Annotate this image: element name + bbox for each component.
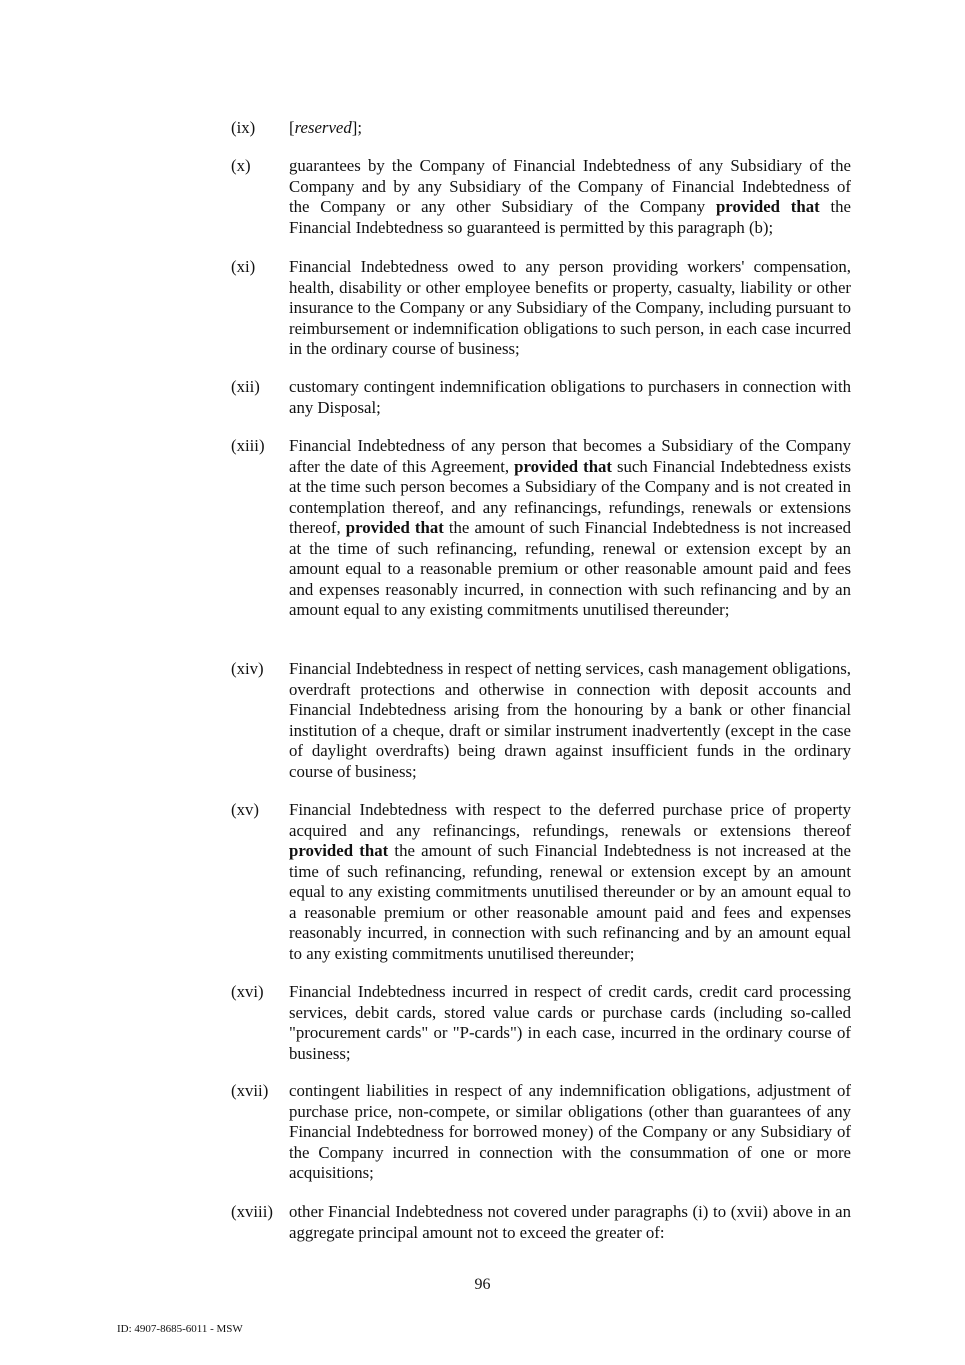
clause-text: Financial Indebtedness of any person that becomes a Subsidiary of the Company after the date of this Agreement, provided that such Financial Indebtedness exists at the time such person becomes a Subsidiary of the Company and is not created in contemplation thereof, and any refinancings, refundings, renewals or extensions thereof, provided that the amount of such Financial Indebtedness is not increased at the time of such refinancing, refunding, renewal or extension except by an amount equal to a reasonable premium or other reasonable amount paid and fees and expenses reasonably incurred, in connection with such refinancing and by an amount equal to any existing commitments unutilised thereunder; (289, 436, 852, 619)
clause-number: (xvi) (231, 982, 264, 1001)
clause-xiv (231, 659, 851, 782)
clause-xv (231, 800, 851, 964)
clause-number: (xviii) (231, 1202, 273, 1221)
clause-number: (xiii) (231, 436, 265, 455)
clause-text: [reserved]; (289, 118, 363, 137)
clause-xi (231, 257, 851, 360)
clause-text: Financial Indebtedness owed to any person providing workers' compensation, health, disability or other employee benefits or property, casualty, liability or other insurance to the Company or any Subsidiary of the Company, including pursuant to reimbursement or indemnification obligations to such person, in each case incurred in the ordinary course of business; (289, 257, 851, 358)
clause-xiii (231, 436, 851, 621)
clause-xvi (231, 982, 851, 1064)
clause-xviii (231, 1202, 851, 1243)
clause-number: (xv) (231, 800, 259, 819)
clause-number: (xvii) (231, 1081, 269, 1100)
clause-number: (ix) (231, 118, 256, 137)
clause-text: Financial Indebtedness with respect to the deferred purchase price of property acquired and any refinancings, refundings, renewals or extensions thereof provided that the amount of such Financial Indebtedness is not increased at the time of such refinancing, refunding, renewal or extension except by an amount equal to any existing commitments unutilised thereunder or by an amount equal to a reasonable premium or other reasonable amount paid and fees and expenses reasonably incurred, in connection with such refinancing and by an amount equal to any existing commitments unutilised thereunder; (289, 800, 851, 963)
clause-number: (xi) (231, 257, 256, 276)
clause-number: (x) (231, 156, 251, 175)
clause-ix (231, 118, 851, 139)
clause-number: (xiv) (231, 659, 264, 678)
clause-text: Financial Indebtedness incurred in respect of credit cards, credit card processing services, debit cards, stored value cards or purchase cards (including so-called "procurement cards" or "P-cards") in each case, incurred in the ordinary course of business; (289, 982, 851, 1063)
clause-text: contingent liabilities in respect of any indemnification obligations, adjustment of purchase price, non-compete, or similar obligations (other than guarantees of any Financial Indebtedness for borrowed money) of the Company or any Subsidiary of the Company incurred in connection with the consummation of one or more acquisitions; (289, 1081, 851, 1182)
page-number: 96 (474, 1276, 491, 1293)
clause-x (231, 156, 851, 238)
clause-text: other Financial Indebtedness not covered under paragraphs (i) to (xvii) above in an aggregate principal amount not to exceed the greater of: (289, 1202, 851, 1242)
clause-number: (xii) (231, 377, 260, 396)
clause-xvii (231, 1081, 851, 1184)
clause-text: customary contingent indemnification obligations to purchasers in connection with any Disposal; (289, 377, 851, 417)
clause-xii (231, 377, 851, 418)
clause-text: guarantees by the Company of Financial Indebtedness of any Subsidiary of the Company and by any Subsidiary of the Company of Financial Indebtedness of the Company or any other Subsidiary of the Company provided that the Financial Indebtedness so guaranteed is permitted by this paragraph (b); (289, 156, 851, 237)
clause-text: Financial Indebtedness in respect of netting services, cash management obligations, overdraft protections and otherwise in connection with deposit accounts and Financial Indebtedness arising from the honouring by a bank or other financial institution of a cheque, draft or similar instrument inadvertently (except in the case of daylight overdrafts) being drawn against insufficient funds in the ordinary course of business; (289, 659, 851, 781)
document-id: ID: 4907-8685-6011 - MSW (117, 1323, 243, 1335)
